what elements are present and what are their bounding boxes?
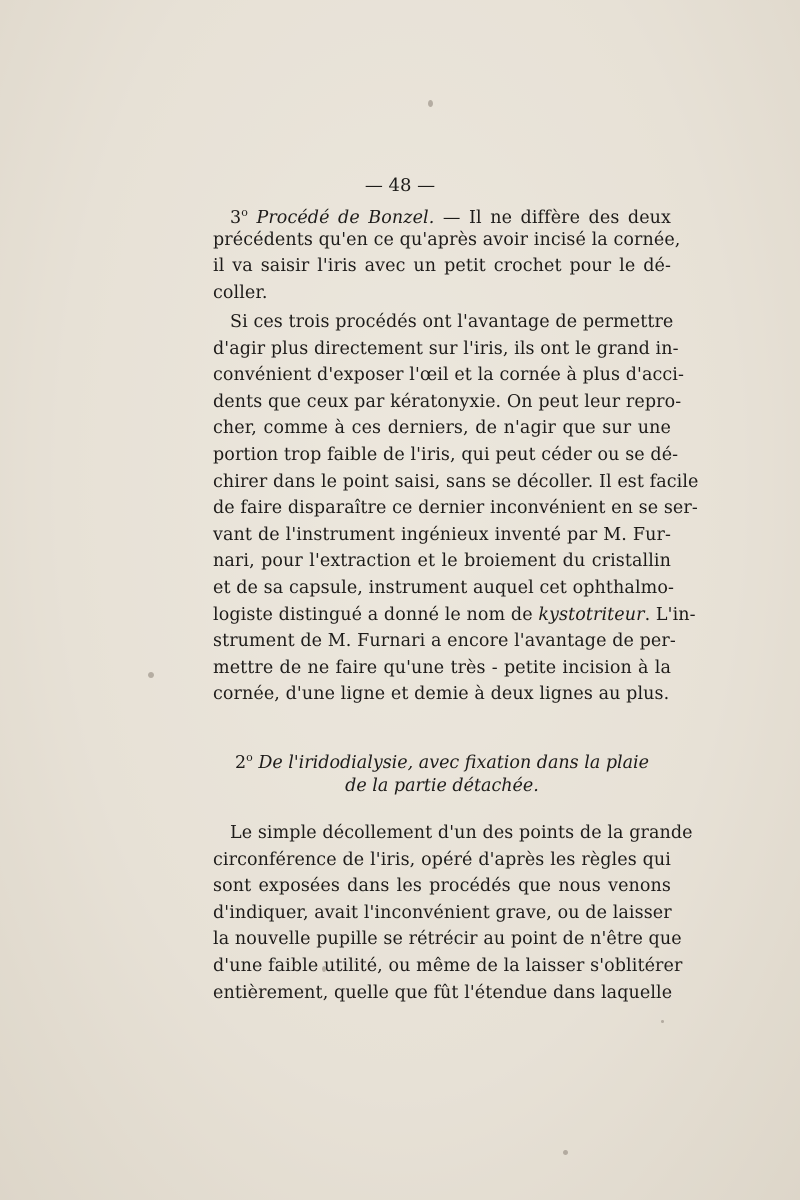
heading-line: de la partie détachée.	[345, 776, 539, 796]
text-line: la nouvelle pupille se rétrécir au point de n'être que	[213, 929, 682, 950]
text-line: d'indiquer, avait l'inconvénient grave, ou de laisser	[213, 902, 672, 923]
section-heading-iridodialysie	[213, 744, 671, 800]
text-line: de faire disparaître ce dernier inconvénient en se ser-	[213, 498, 698, 519]
item-number-superscript: o	[241, 206, 248, 219]
text-line: circonférence de l'iris, opéré d'après les règles qui	[213, 849, 671, 870]
text-line	[213, 602, 696, 629]
text-line	[213, 200, 671, 227]
heading-text: De l'iridodialysie, avec fixation dans la plaie	[258, 752, 650, 773]
paper-speck	[148, 672, 154, 678]
text-line: Le simple décollement d'un des points de la grande	[230, 823, 693, 843]
text-line: coller.	[213, 282, 268, 303]
text-line: cornée, d'une ligne et demie à deux lignes au plus.	[213, 684, 670, 705]
heading-number-superscript: o	[246, 751, 253, 764]
text-line: sont exposées dans les procédés que nous venons	[213, 876, 671, 897]
text-line: cher, comme à ces derniers, de n'agir que sur une	[213, 418, 671, 439]
instrument-name: kystotriteur	[538, 604, 645, 625]
text-line: d'une faible utilité, ou même de la laisser s'oblitérer	[213, 955, 683, 976]
paper-speck	[428, 100, 433, 107]
text-line: mettre de ne faire qu'une très - petite incision à la	[213, 657, 671, 678]
text-line: précédents qu'en ce qu'après avoir incisé la cornée,	[213, 229, 681, 250]
text-span: . L'in-	[644, 604, 696, 625]
text-line: d'agir plus directement sur l'iris, ils ont le grand in-	[213, 338, 679, 359]
paper-speck	[661, 1020, 664, 1023]
text-line: portion trop faible de l'iris, qui peut céder ou se dé-	[213, 444, 679, 465]
heading-number: 2	[234, 752, 247, 773]
page-number: — 48 —	[364, 175, 436, 196]
heading-line	[213, 744, 671, 772]
text-line: il va saisir l'iris avec un petit crochet pour le dé-	[213, 256, 671, 277]
text-span: logiste distingué a donné le nom de	[213, 604, 539, 625]
text-line: dents que ceux par kératonyxie. On peut leur repro-	[213, 391, 682, 412]
text-line: et de sa capsule, instrument auquel cet ophthalmo-	[213, 577, 674, 598]
text-line: nari, pour l'extraction et le broiement du cristallin	[213, 551, 671, 572]
paragraph-decollement	[213, 820, 693, 1006]
text-line: entièrement, quelle que fût l'étendue dans laquelle	[213, 982, 673, 1003]
paragraph-procede-bonzel	[213, 200, 681, 306]
section-title: Procédé de Bonzel.	[256, 207, 435, 228]
paragraph-avantages	[213, 309, 699, 708]
text-line: convénient d'exposer l'œil et la cornée à plus d'acci-	[213, 365, 685, 386]
text-line: Si ces trois procédés ont l'avantage de permettre	[230, 312, 674, 332]
text-line: vant de l'instrument ingénieux inventé par M. Fur-	[213, 524, 671, 545]
text-span: — Il ne diffère des deux	[434, 207, 671, 228]
text-line: strument de M. Furnari a encore l'avantage de per-	[213, 631, 676, 652]
text-line: chirer dans le point saisi, sans se décoller. Il est facile	[213, 471, 699, 492]
item-number: 3	[230, 207, 242, 228]
paper-speck	[563, 1150, 568, 1155]
